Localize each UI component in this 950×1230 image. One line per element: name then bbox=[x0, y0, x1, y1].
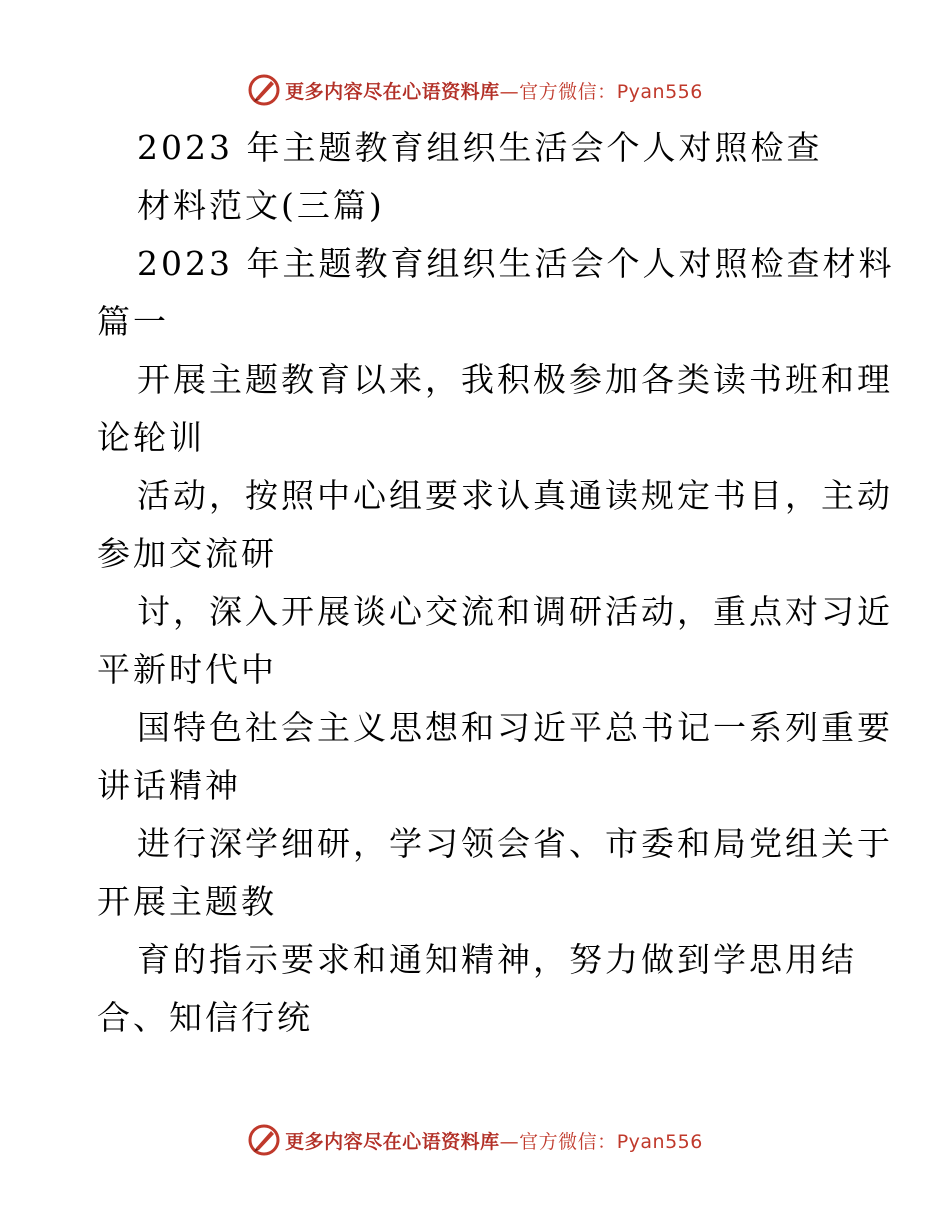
banner-text: 更多内容尽在心语资料库—官方微信：Pyan556 bbox=[285, 1130, 703, 1153]
paragraph-line: 论轮训 bbox=[97, 418, 205, 457]
doc-title-line-1: 2023 年主题教育组织生活会个人对照检查 bbox=[137, 128, 823, 167]
paragraph-line: 平新时代中 bbox=[97, 650, 277, 689]
quill-seal-icon bbox=[247, 73, 281, 107]
quill-seal-icon bbox=[247, 1123, 281, 1157]
paragraph-line: 进行深学细研，学习领会省、市委和局党组关于 bbox=[137, 824, 893, 863]
paragraph-line: 育的指示要求和通知精神，努力做到学思用结 bbox=[137, 940, 857, 979]
section-heading-line-1: 2023 年主题教育组织生活会个人对照检查材料 bbox=[137, 244, 895, 283]
paragraph-line: 讲话精神 bbox=[97, 766, 241, 805]
doc-title-line-2: 材料范文(三篇) bbox=[137, 186, 385, 225]
paragraph-line: 开展主题教育以来，我积极参加各类读书班和理 bbox=[137, 360, 893, 399]
paragraph-line: 活动，按照中心组要求认真通读规定书目，主动 bbox=[137, 476, 893, 515]
paragraph-line: 合、知信行统 bbox=[97, 998, 313, 1037]
paragraph-line: 讨，深入开展谈心交流和调研活动，重点对习近 bbox=[137, 592, 893, 631]
paragraph-line: 开展主题教 bbox=[97, 882, 277, 921]
banner-text: 更多内容尽在心语资料库—官方微信：Pyan556 bbox=[285, 80, 703, 103]
paragraph-line: 参加交流研 bbox=[97, 534, 277, 573]
footer-banner bbox=[0, 1120, 950, 1160]
header-banner bbox=[0, 70, 950, 110]
paragraph-line: 国特色社会主义思想和习近平总书记一系列重要 bbox=[137, 708, 893, 747]
section-heading-line-2: 篇一 bbox=[97, 302, 169, 341]
